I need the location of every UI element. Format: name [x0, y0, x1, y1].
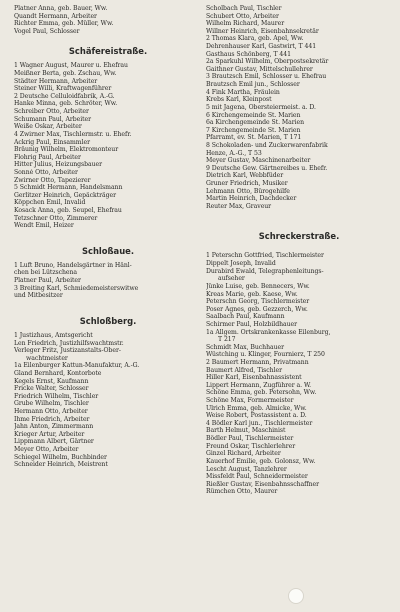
resident-entry: Wilhelm Richard, Maurer [206, 20, 285, 28]
house-entry: 3 Brautzsch Emil, Schlosser u. Ehefrau [206, 73, 327, 81]
house-entry: 2 Thomas Klara, geb. Apel, Ww. [206, 35, 304, 43]
resident-entry: Scholbach Paul, Tischler [206, 5, 282, 12]
resident-entry: Verleger Fritz, Justizanstalts-Ober- [14, 347, 121, 355]
resident-entry: Köppchen Emil, Invalid [14, 199, 86, 207]
resident-entry: Rießler Gustav, Eisenbahnsschaffner [206, 480, 319, 488]
resident-entry: Schneider Heinrich, Meistrent [14, 461, 108, 469]
house-entry: 5 Schmidt Hermann, Handelsmann [14, 184, 123, 192]
house-entry: 6 Kirchengemeinde St. Marien [206, 111, 301, 119]
resident-entry: Dietrich Karl, Webbfüder [206, 172, 284, 180]
resident-entry: Hitter Julius, Heizungsbauer [14, 161, 103, 169]
street-heading: Schreckerstraße. [258, 231, 340, 242]
resident-entry: Friedrich Wilhelm, Tischler [14, 392, 99, 400]
resident-entry: Lippert Hermann, Zugführer a. W. [206, 381, 312, 389]
resident-entry: Saalbach Paul, Kaufmann [206, 313, 285, 321]
left-column [14, 5, 202, 469]
resident-entry: Gruner Friedrich, Musiker [206, 180, 288, 188]
resident-entry: Bödler Paul, Tischlermeister [206, 435, 294, 443]
resident-entry: Barth Helmut, Maschinist [206, 427, 286, 435]
resident-entry: aufseher [218, 275, 245, 283]
resident-entry: Jahn Anton, Zimmermann [14, 423, 94, 431]
spacer [206, 210, 392, 220]
resident-entry: Schmidt Max, Buchhauer [206, 343, 284, 351]
resident-entry: Lescht August, Tanzlehrer [206, 465, 287, 473]
house-entry: 1 Luft Bruno, Handelsgärtner in Hänl- [14, 261, 132, 269]
resident-entry: Len Friedrich, Justizhilfswachtmstr. [14, 339, 124, 347]
resident-entry: Weise Robert, Postassistent a. D. [206, 412, 307, 420]
resident-entry: Fricke Walter, Schlosser [14, 385, 89, 393]
house-entry: 4 Zwirner Max, Tischlermstr. u. Ehefr. [14, 130, 132, 138]
resident-entry: Durabird Ewald, Telegraphenleitungs- [206, 267, 324, 275]
punch-hole [288, 588, 304, 604]
resident-entry: Ihme Friedrich, Arbeiter [14, 415, 90, 423]
resident-entry: Schirmer Paul, Holzbildhauer [206, 320, 297, 328]
house-entry: 9 Deutsche Gew. Gärtnereibes u. Ehefr. [206, 164, 328, 172]
resident-entry: Gasthaus Schönberg, T 441 [206, 50, 291, 58]
resident-entry: Tetzschner Otto, Zimmerer [14, 214, 98, 222]
resident-entry: Wendt Emil, Heizer [14, 222, 74, 230]
resident-entry: Grube Wilhelm, Tischler [14, 400, 89, 408]
resident-entry: Kauerhof Emilie, geb. Golonsz, Ww. [206, 457, 316, 465]
house-entry: 3 Breiting Karl, Schmiedemeisterswitwe [14, 284, 139, 292]
house-entry: 1a Allgem. Ortskrankenkasse Eilenburg, [206, 328, 331, 336]
resident-entry: Ackrig Paul, Einsammler [14, 138, 90, 146]
resident-entry: Gerlitzer Heinrich, Gepäckträger [14, 191, 116, 199]
resident-entry: Dippelt Joseph, Invalid [206, 260, 276, 268]
spacer [14, 35, 202, 45]
resident-entry: Schiegel Wilhelm, Buchbinder [14, 453, 107, 461]
resident-entry: Platner Paul, Arbeiter [14, 277, 81, 285]
resident-entry: Platner Anna, geb. Bauer, Ww. [14, 5, 108, 12]
spacer [206, 220, 392, 230]
resident-entry: Hiller Karl, Eisenbahnassistent [206, 374, 302, 382]
resident-entry: und Mitbesitzer [14, 292, 63, 300]
resident-entry: chen bei Lützschena [14, 269, 77, 277]
resident-entry: Schumann Paul, Arbeiter [14, 115, 92, 123]
resident-entry: Richter Emma, geb. Müller, Ww. [14, 20, 114, 28]
house-entry: 4 Bödler Karl jun., Tischlermeister [206, 419, 313, 427]
resident-entry: Bräunig Wilhelm, Elektromonteur [14, 146, 119, 154]
resident-entry: Gland Bernhard, Kontorbote [14, 369, 102, 377]
house-entry: 2a Sparkuhl Wilhelm, Oberpostsekretär [206, 58, 329, 66]
resident-entry: Willner Heinrich, Eisenbahnsekretär [206, 27, 319, 35]
resident-entry: Martin Heinrich, Dachdecker [206, 195, 297, 203]
resident-entry: Rümchen Otto, Maurer [206, 488, 278, 496]
resident-entry: wachtmeister [26, 354, 68, 362]
house-entry: 1 Peterschn Gottfried, Tischlermeister [206, 252, 324, 260]
resident-entry: Flohrig Paul, Arbeiter [14, 153, 81, 161]
resident-entry: Meyer Gustav, Maschinenarbeiter [206, 157, 311, 165]
resident-entry: Schöne Emma, geb. Petersohn, Ww. [206, 389, 317, 397]
resident-entry: Zwirner Otto, Tapezierer [14, 176, 91, 184]
resident-entry: Schöne Max, Formermeister [206, 397, 294, 405]
resident-entry: Jünke Luise, geb. Bennecers, Ww. [206, 282, 310, 290]
resident-entry: Krieger Artur, Arbeiter [14, 430, 85, 438]
resident-entry: Kegels Ernst, Kaufmann [14, 377, 89, 385]
resident-entry: Dehrenhauser Karl, Gastwirt, T 441 [206, 43, 317, 51]
street-heading: Schloßberg. [79, 315, 137, 326]
house-entry: 7 Kirchengemeinde St. Marien [206, 126, 301, 134]
resident-entry: Quandt Hermann, Arbeiter [14, 12, 97, 20]
resident-entry: Hermann Otto, Arbeiter [14, 407, 88, 415]
resident-entry: Hanke Minna, geb. Schröter, Ww. [14, 100, 118, 108]
street-heading: Schäfereistraße. [68, 46, 148, 57]
house-entry: 2 Deutsche Celluloidfabrik, A.-G. [14, 92, 115, 100]
house-entry: 8 Schokoladen- und Zuckerwarenfabrik [206, 141, 328, 149]
spacer [14, 230, 202, 240]
resident-entry: Lippmann Albert, Gärtner [14, 438, 94, 446]
resident-entry: Peterschn Georg, Tischlermeister [206, 298, 310, 306]
house-entry: 1 Wagner August, Maurer u. Ehefrau [14, 62, 128, 70]
resident-entry: Henze, A.-G., T 53 [206, 149, 262, 157]
resident-entry: Lehmann Otto, Bürogehilfe [206, 187, 290, 195]
house-entry: 1 Justizhaus, Amtsgericht [14, 331, 93, 339]
resident-entry: Städter Hermann, Arbeiter [14, 77, 98, 85]
house-entry: 5 mit Jagena, Obersteiermeist. a. D. [206, 103, 316, 111]
resident-entry: Meyer Otto, Arbeiter [14, 446, 79, 454]
resident-entry: Reuter Max, Graveur [206, 202, 272, 210]
resident-entry: Krebs Karl, Kleinpost [206, 96, 272, 104]
house-entry: 4 Fink Martha, Fräulein [206, 88, 280, 96]
resident-entry: Missfeldt Paul, Schneidermeister [206, 473, 308, 481]
street-heading: Schloßaue. [81, 245, 135, 256]
resident-entry: Ginzel Richard, Arbeiter [206, 450, 281, 458]
resident-entry: Poser Agnes, geb. Gezzerch, Ww. [206, 305, 308, 313]
resident-entry: Steiner Willi, Kraftwagenführer [14, 85, 112, 93]
resident-entry: Wüstching u. Klinger, Fournierz, T 250 [206, 351, 325, 359]
resident-entry: Brautzsch Emil jun., Schlosser [206, 81, 300, 89]
resident-entry: T 217 [218, 336, 236, 344]
resident-entry: Ulrich Emma, geb. Almicke, Ww. [206, 404, 307, 412]
resident-entry: Baumert Alfred, Tischler [206, 366, 282, 374]
spacer [206, 242, 392, 252]
resident-entry: Gaithner Gustav, Mittelschullehrer [206, 65, 313, 73]
resident-entry: Schubert Otto, Arbeiter [206, 12, 279, 20]
house-entry: 6a Kirchengemeinde St. Marien [206, 119, 305, 127]
resident-entry: Kosack Anna, geb. Seupel, Ehefrau [14, 207, 122, 215]
house-entry: 2 Baumert Hermann, Privatmann [206, 358, 309, 366]
resident-entry: Schreiber Otto, Arbeiter [14, 108, 89, 116]
resident-entry: Weiße Oskar, Arbeiter [14, 123, 82, 131]
resident-entry: Sonné Otto, Arbeiter [14, 168, 78, 176]
resident-entry: Kreas Marie, geb. Kaese, Ww. [206, 290, 298, 298]
resident-entry: Meißner Berta, geb. Zschau, Ww. [14, 70, 117, 78]
resident-entry: Vogel Paul, Schlosser [14, 27, 80, 35]
house-entry: 1a Eilenburger Kattun-Manufaktur, A.-G. [14, 362, 140, 370]
resident-entry: Pfarramt, ev. St. Marien, T 171 [206, 134, 302, 142]
spacer [14, 300, 202, 310]
right-column [206, 5, 392, 496]
resident-entry: Freund Oskar, Tischlerlehrer [206, 442, 296, 450]
